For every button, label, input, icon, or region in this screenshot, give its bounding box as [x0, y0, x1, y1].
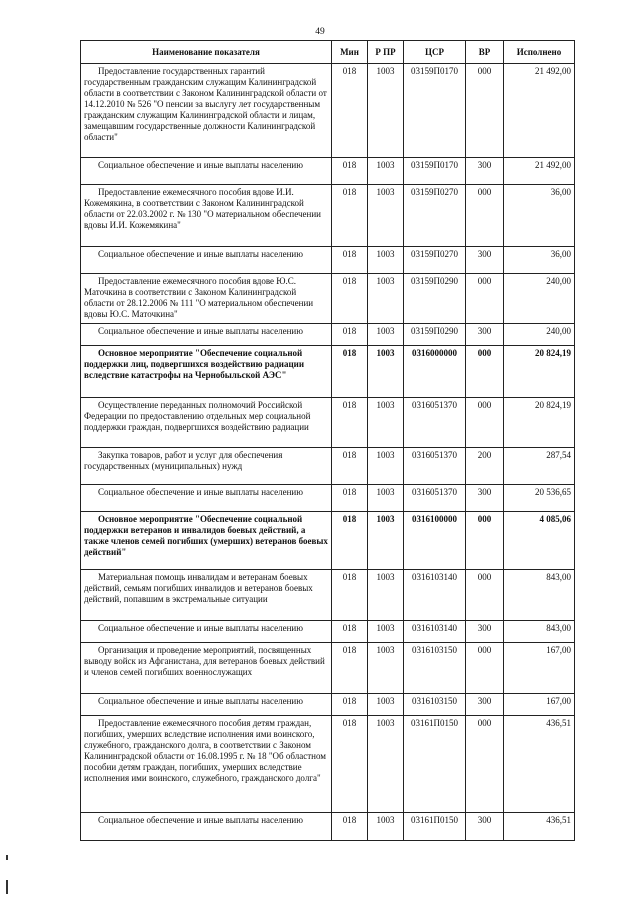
- cell-csr: 03159П0170: [404, 158, 466, 185]
- cell-rpr: 1003: [368, 570, 404, 621]
- cell-vr: 300: [466, 485, 504, 512]
- table-row: [81, 485, 575, 512]
- table-row: [81, 185, 575, 247]
- cell-name: Осуществление переданных полномочий Российской Федерации по предоставлению отдельных мер социальной поддержки граждан, подвергшихся воздействию радиации: [81, 398, 332, 448]
- scan-edge-mark: [6, 880, 8, 894]
- cell-name: Социальное обеспечение и иные выплаты населению: [81, 324, 332, 346]
- cell-csr: 0316051370: [404, 448, 466, 485]
- cell-done: 36,00: [504, 247, 575, 274]
- cell-min: 018: [332, 570, 368, 621]
- cell-min: 018: [332, 324, 368, 346]
- header-min: Мин: [332, 41, 368, 64]
- cell-min: 018: [332, 512, 368, 570]
- table-body: [81, 64, 575, 841]
- cell-rpr: 1003: [368, 185, 404, 247]
- table-row: [81, 448, 575, 485]
- header-row: [81, 41, 575, 64]
- cell-vr: 300: [466, 694, 504, 716]
- cell-name: Материальная помощь инвалидам и ветеранам боевых действий, семьям погибших инвалидов и ветеранов боевых действий, попавшим в экстремальные ситуации: [81, 570, 332, 621]
- cell-vr: 000: [466, 643, 504, 694]
- table-row: [81, 643, 575, 694]
- cell-vr: 300: [466, 247, 504, 274]
- table-row: [81, 570, 575, 621]
- cell-vr: 000: [466, 185, 504, 247]
- cell-csr: 0316000000: [404, 346, 466, 398]
- cell-name: Социальное обеспечение и иные выплаты населению: [81, 621, 332, 643]
- cell-done: 287,54: [504, 448, 575, 485]
- cell-rpr: 1003: [368, 621, 404, 643]
- cell-name: Социальное обеспечение и иные выплаты населению: [81, 694, 332, 716]
- cell-rpr: 1003: [368, 346, 404, 398]
- cell-csr: 0316051370: [404, 485, 466, 512]
- cell-done: 167,00: [504, 694, 575, 716]
- cell-done: 36,00: [504, 185, 575, 247]
- cell-csr: 0316103150: [404, 694, 466, 716]
- cell-csr: 03161П0150: [404, 716, 466, 813]
- cell-min: 018: [332, 448, 368, 485]
- cell-name: Закупка товаров, работ и услуг для обеспечения государственных (муниципальных) нужд: [81, 448, 332, 485]
- cell-name: Предоставление ежемесячного пособия вдове И.И. Кожемякина, в соответствии с Законом Калининградской области от 22.03.2002 г. № 130 "О материальном обеспечении вдовы И.И. Кожемякина": [81, 185, 332, 247]
- cell-rpr: 1003: [368, 813, 404, 841]
- cell-done: 843,00: [504, 621, 575, 643]
- cell-vr: 000: [466, 64, 504, 158]
- cell-done: 20 536,65: [504, 485, 575, 512]
- cell-csr: 0316051370: [404, 398, 466, 448]
- cell-min: 018: [332, 346, 368, 398]
- table-row: [81, 716, 575, 813]
- cell-min: 018: [332, 247, 368, 274]
- cell-csr: 0316103140: [404, 570, 466, 621]
- table-row: [81, 346, 575, 398]
- cell-done: 21 492,00: [504, 158, 575, 185]
- cell-name: Социальное обеспечение и иные выплаты населению: [81, 158, 332, 185]
- cell-rpr: 1003: [368, 694, 404, 716]
- cell-csr: 0316103140: [404, 621, 466, 643]
- scan-edge-mark: [6, 855, 8, 860]
- cell-csr: 03159П0170: [404, 64, 466, 158]
- cell-done: 167,00: [504, 643, 575, 694]
- cell-done: 240,00: [504, 324, 575, 346]
- cell-min: 018: [332, 185, 368, 247]
- cell-rpr: 1003: [368, 247, 404, 274]
- page-number: 49: [315, 27, 325, 37]
- cell-done: 436,51: [504, 716, 575, 813]
- cell-done: 20 824,19: [504, 398, 575, 448]
- table-row: [81, 512, 575, 570]
- cell-vr: 000: [466, 346, 504, 398]
- table-row: [81, 813, 575, 841]
- header-rpr: Р ПР: [368, 41, 404, 64]
- cell-vr: 300: [466, 158, 504, 185]
- cell-min: 018: [332, 158, 368, 185]
- cell-done: 240,00: [504, 274, 575, 324]
- cell-vr: 300: [466, 621, 504, 643]
- cell-rpr: 1003: [368, 716, 404, 813]
- cell-name: Предоставление ежемесячного пособия детям граждан, погибших, умерших вследствие исполнения ими воинского, служебного, гражданского долга, в соответствии с Законом Калининградской области от 16.08.1995 г. № 18 "Об областном пособии детям граждан, погибших, умерших вследствие исполнения ими воинского, служебного, гражданского долга": [81, 716, 332, 813]
- cell-name: Социальное обеспечение и иные выплаты населению: [81, 813, 332, 841]
- table-row: [81, 64, 575, 158]
- cell-csr: 03159П0270: [404, 247, 466, 274]
- cell-name: Предоставление ежемесячного пособия вдове Ю.С. Маточкина в соответствии с Законом Калининградской области от 28.12.2006 № 111 "О материальном обеспечении вдовы Ю.С. Маточкина": [81, 274, 332, 324]
- cell-min: 018: [332, 813, 368, 841]
- budget-table: [80, 40, 575, 841]
- cell-min: 018: [332, 694, 368, 716]
- cell-csr: 0316103150: [404, 643, 466, 694]
- cell-csr: 03159П0290: [404, 274, 466, 324]
- cell-csr: 03161П0150: [404, 813, 466, 841]
- cell-rpr: 1003: [368, 512, 404, 570]
- table-row: [81, 324, 575, 346]
- cell-rpr: 1003: [368, 398, 404, 448]
- cell-vr: 000: [466, 716, 504, 813]
- cell-name: Организация и проведение мероприятий, посвященных выводу войск из Афганистана, для ветеранов боевых действий и членов семей погибших военнослужащих: [81, 643, 332, 694]
- cell-min: 018: [332, 621, 368, 643]
- cell-vr: 000: [466, 398, 504, 448]
- cell-vr: 000: [466, 512, 504, 570]
- table-row: [81, 274, 575, 324]
- cell-csr: 03159П0290: [404, 324, 466, 346]
- cell-vr: 300: [466, 324, 504, 346]
- table-row: [81, 621, 575, 643]
- cell-vr: 200: [466, 448, 504, 485]
- cell-name: Основное мероприятие "Обеспечение социальной поддержки ветеранов и инвалидов боевых действий, а также членов семей погибших (умерших) ветеранов боевых действий": [81, 512, 332, 570]
- cell-done: 843,00: [504, 570, 575, 621]
- cell-done: 4 085,06: [504, 512, 575, 570]
- cell-rpr: 1003: [368, 643, 404, 694]
- cell-rpr: 1003: [368, 448, 404, 485]
- table-row: [81, 158, 575, 185]
- header-name: Наименование показателя: [81, 41, 332, 64]
- cell-min: 018: [332, 643, 368, 694]
- table-row: [81, 247, 575, 274]
- cell-done: 21 492,00: [504, 64, 575, 158]
- cell-name: Основное мероприятие "Обеспечение социальной поддержки лиц, подвергшихся воздействию радиации вследствие катастрофы на Чернобыльской АЭС": [81, 346, 332, 398]
- cell-min: 018: [332, 274, 368, 324]
- header-done: Исполнено: [504, 41, 575, 64]
- cell-rpr: 1003: [368, 324, 404, 346]
- cell-vr: 300: [466, 813, 504, 841]
- cell-min: 018: [332, 64, 368, 158]
- cell-csr: 03159П0270: [404, 185, 466, 247]
- cell-min: 018: [332, 485, 368, 512]
- cell-rpr: 1003: [368, 485, 404, 512]
- cell-done: 20 824,19: [504, 346, 575, 398]
- cell-name: Социальное обеспечение и иные выплаты населению: [81, 247, 332, 274]
- cell-vr: 000: [466, 570, 504, 621]
- cell-name: Предоставление государственных гарантий государственным гражданским служащим Калининградской области в соответствии с Законом Калининградской области от 14.12.2010 № 526 "О пенсии за выслугу лет государственным гражданским служащим Калининградской области и лицам, замещавшим государственные должности Калининградской области": [81, 64, 332, 158]
- cell-vr: 000: [466, 274, 504, 324]
- header-csr: ЦСР: [404, 41, 466, 64]
- cell-rpr: 1003: [368, 274, 404, 324]
- header-vr: ВР: [466, 41, 504, 64]
- table-row: [81, 398, 575, 448]
- cell-name: Социальное обеспечение и иные выплаты населению: [81, 485, 332, 512]
- cell-rpr: 1003: [368, 64, 404, 158]
- cell-min: 018: [332, 398, 368, 448]
- cell-rpr: 1003: [368, 158, 404, 185]
- cell-done: 436,51: [504, 813, 575, 841]
- table-row: [81, 694, 575, 716]
- cell-csr: 0316100000: [404, 512, 466, 570]
- cell-min: 018: [332, 716, 368, 813]
